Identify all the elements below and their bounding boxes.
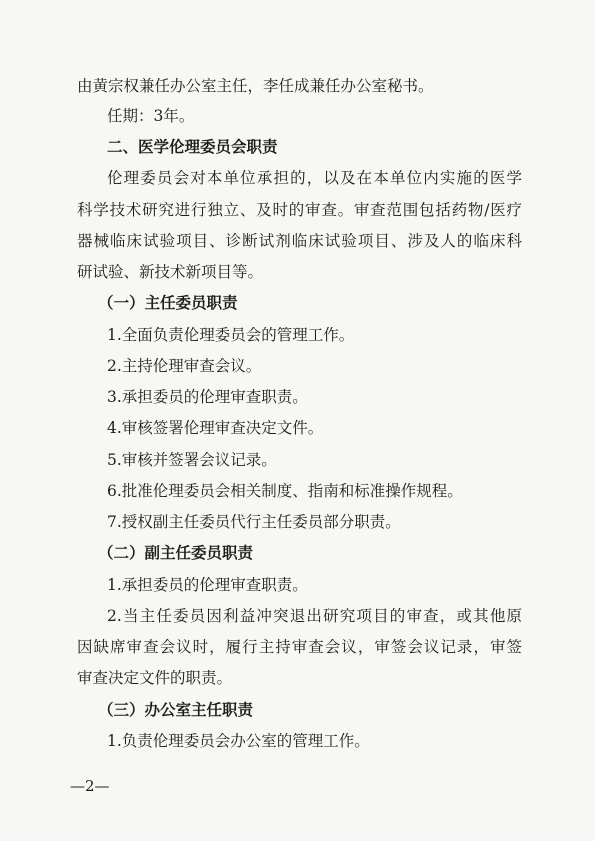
paragraph-line: 因缺席审查会议时，履行主持审查会议，审签会议记录，审签 [77,638,522,656]
paragraph-line: 科学技术研究进行独立、及时的审查。审查范围包括药物/医疗 [77,201,522,219]
paragraph-line: 研试验、新技术新项目等。 [77,263,264,281]
list-item: 1.承担委员的伦理审查职责。 [107,576,308,594]
list-item: 2.当主任委员因利益冲突退出研究项目的审查，或其他原 [107,607,522,625]
paragraph-line: 由黄宗权兼任办公室主任，李任成兼任办公室秘书。 [77,77,434,95]
page-number: —2— [70,777,110,795]
list-item: 7.授权副主任委员代行主任委员部分职责。 [107,513,401,531]
subsection-heading: （三）办公室主任职责 [98,701,254,719]
list-item: 4.审核签署伦理审查决定文件。 [107,419,324,437]
paragraph-line: 审查决定文件的职责。 [77,669,233,687]
list-item: 1.全面负责伦理委员会的管理工作。 [107,326,355,344]
term-line: 任期：3年。 [107,107,195,125]
list-item: 5.审核并签署会议记录。 [107,451,277,469]
list-item: 1.负责伦理委员会办公室的管理工作。 [107,732,370,750]
list-item: 3.承担委员的伦理审查职责。 [107,388,308,406]
paragraph-line: 伦理委员会对本单位承担的，以及在本单位内实施的医学 [107,169,522,187]
list-item: 2.主持伦理审查会议。 [107,357,262,375]
paragraph-line: 器械临床试验项目、诊断试剂临床试验项目、涉及人的临床科 [77,232,522,250]
subsection-heading: （一）主任委员职责 [98,294,238,312]
subsection-heading: （二）副主任委员职责 [98,544,254,562]
section-heading: 二、医学伦理委员会职责 [107,138,278,156]
list-item: 6.批准伦理委员会相关制度、指南和标准操作规程。 [107,482,463,500]
